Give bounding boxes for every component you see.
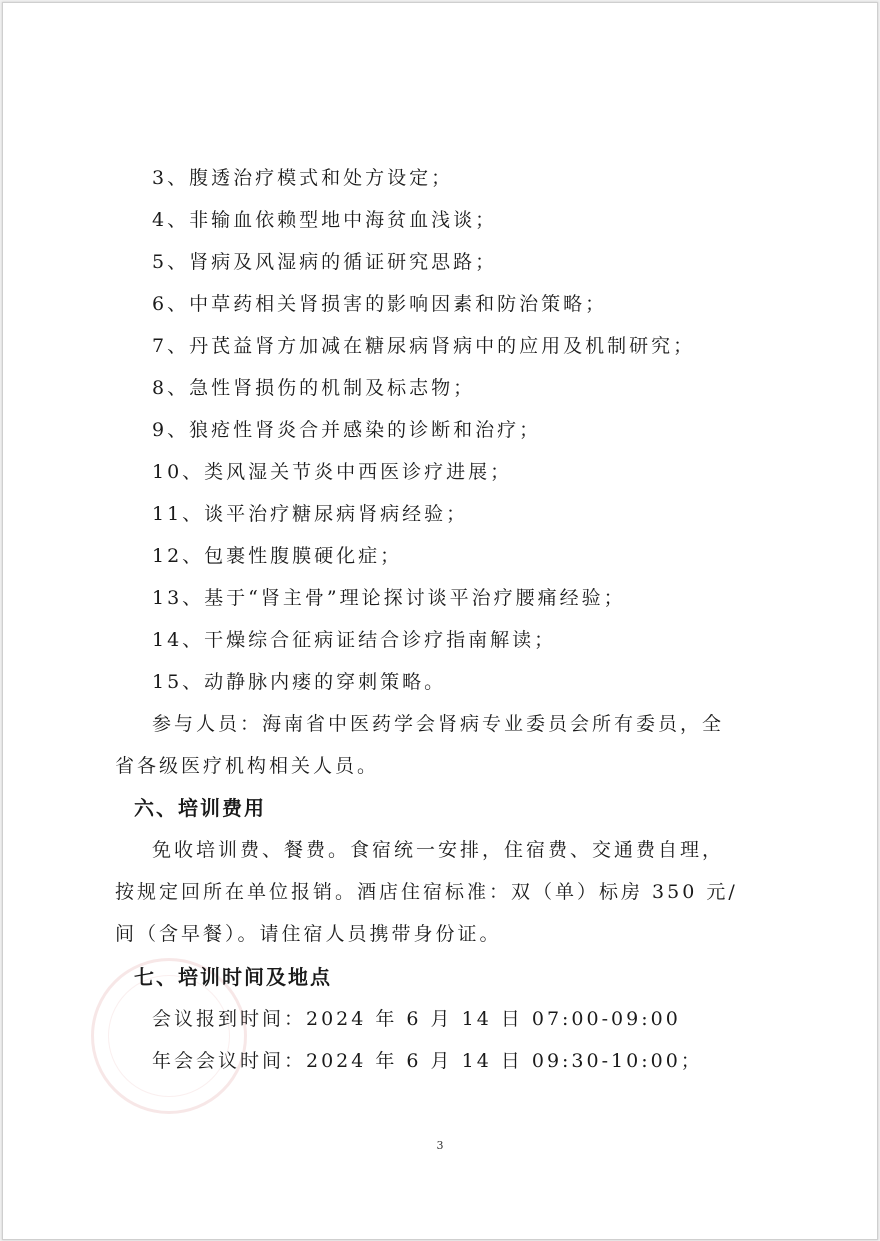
list-item: 11、谈平治疗糖尿病肾病经验； [152, 503, 469, 525]
meeting-time-line: 年会会议时间：2024 年 6 月 14 日 09:30-10:00； [152, 1050, 703, 1072]
section-heading-time-location: 七、培训时间及地点 [134, 965, 332, 989]
participants-line-2: 省各级医疗机构相关人员。 [115, 755, 380, 777]
section-heading-fees: 六、培训费用 [134, 796, 266, 820]
registration-time-line: 会议报到时间：2024 年 6 月 14 日 07:00-09:00 [152, 1008, 681, 1030]
list-item: 8、急性肾损伤的机制及标志物； [152, 377, 476, 399]
list-item: 7、丹芪益肾方加减在糖尿病肾病中的应用及机制研究； [152, 335, 696, 357]
fees-line-2: 按规定回所在单位报销。酒店住宿标准：双（单）标房 350 元/ [115, 881, 738, 903]
document-page [2, 2, 878, 1240]
list-item: 3、腹透治疗模式和处方设定； [152, 167, 454, 189]
list-item: 4、非输血依赖型地中海贫血浅谈； [152, 209, 498, 231]
list-item: 6、中草药相关肾损害的影响因素和防治策略； [152, 293, 608, 315]
list-item: 9、狼疮性肾炎合并感染的诊断和治疗； [152, 419, 542, 441]
participants-line-1: 参与人员：海南省中医药学会肾病专业委员会所有委员，全 [152, 713, 725, 735]
fees-line-1: 免收培训费、餐费。食宿统一安排，住宿费、交通费自理， [152, 839, 725, 861]
list-item: 13、基于“肾主骨”理论探讨谈平治疗腰痛经验； [152, 587, 626, 609]
list-item: 10、类风湿关节炎中西医诊疗进展； [152, 461, 513, 483]
list-item: 12、包裹性腹膜硬化症； [152, 545, 403, 567]
fees-line-3: 间（含早餐）。请住宿人员携带身份证。 [115, 923, 502, 945]
list-item: 5、肾病及风湿病的循证研究思路； [152, 251, 498, 273]
list-item: 15、动静脉内瘘的穿刺策略。 [152, 671, 447, 693]
list-item: 14、干燥综合征病证结合诊疗指南解读； [152, 629, 557, 651]
page-number: 3 [436, 1139, 444, 1152]
